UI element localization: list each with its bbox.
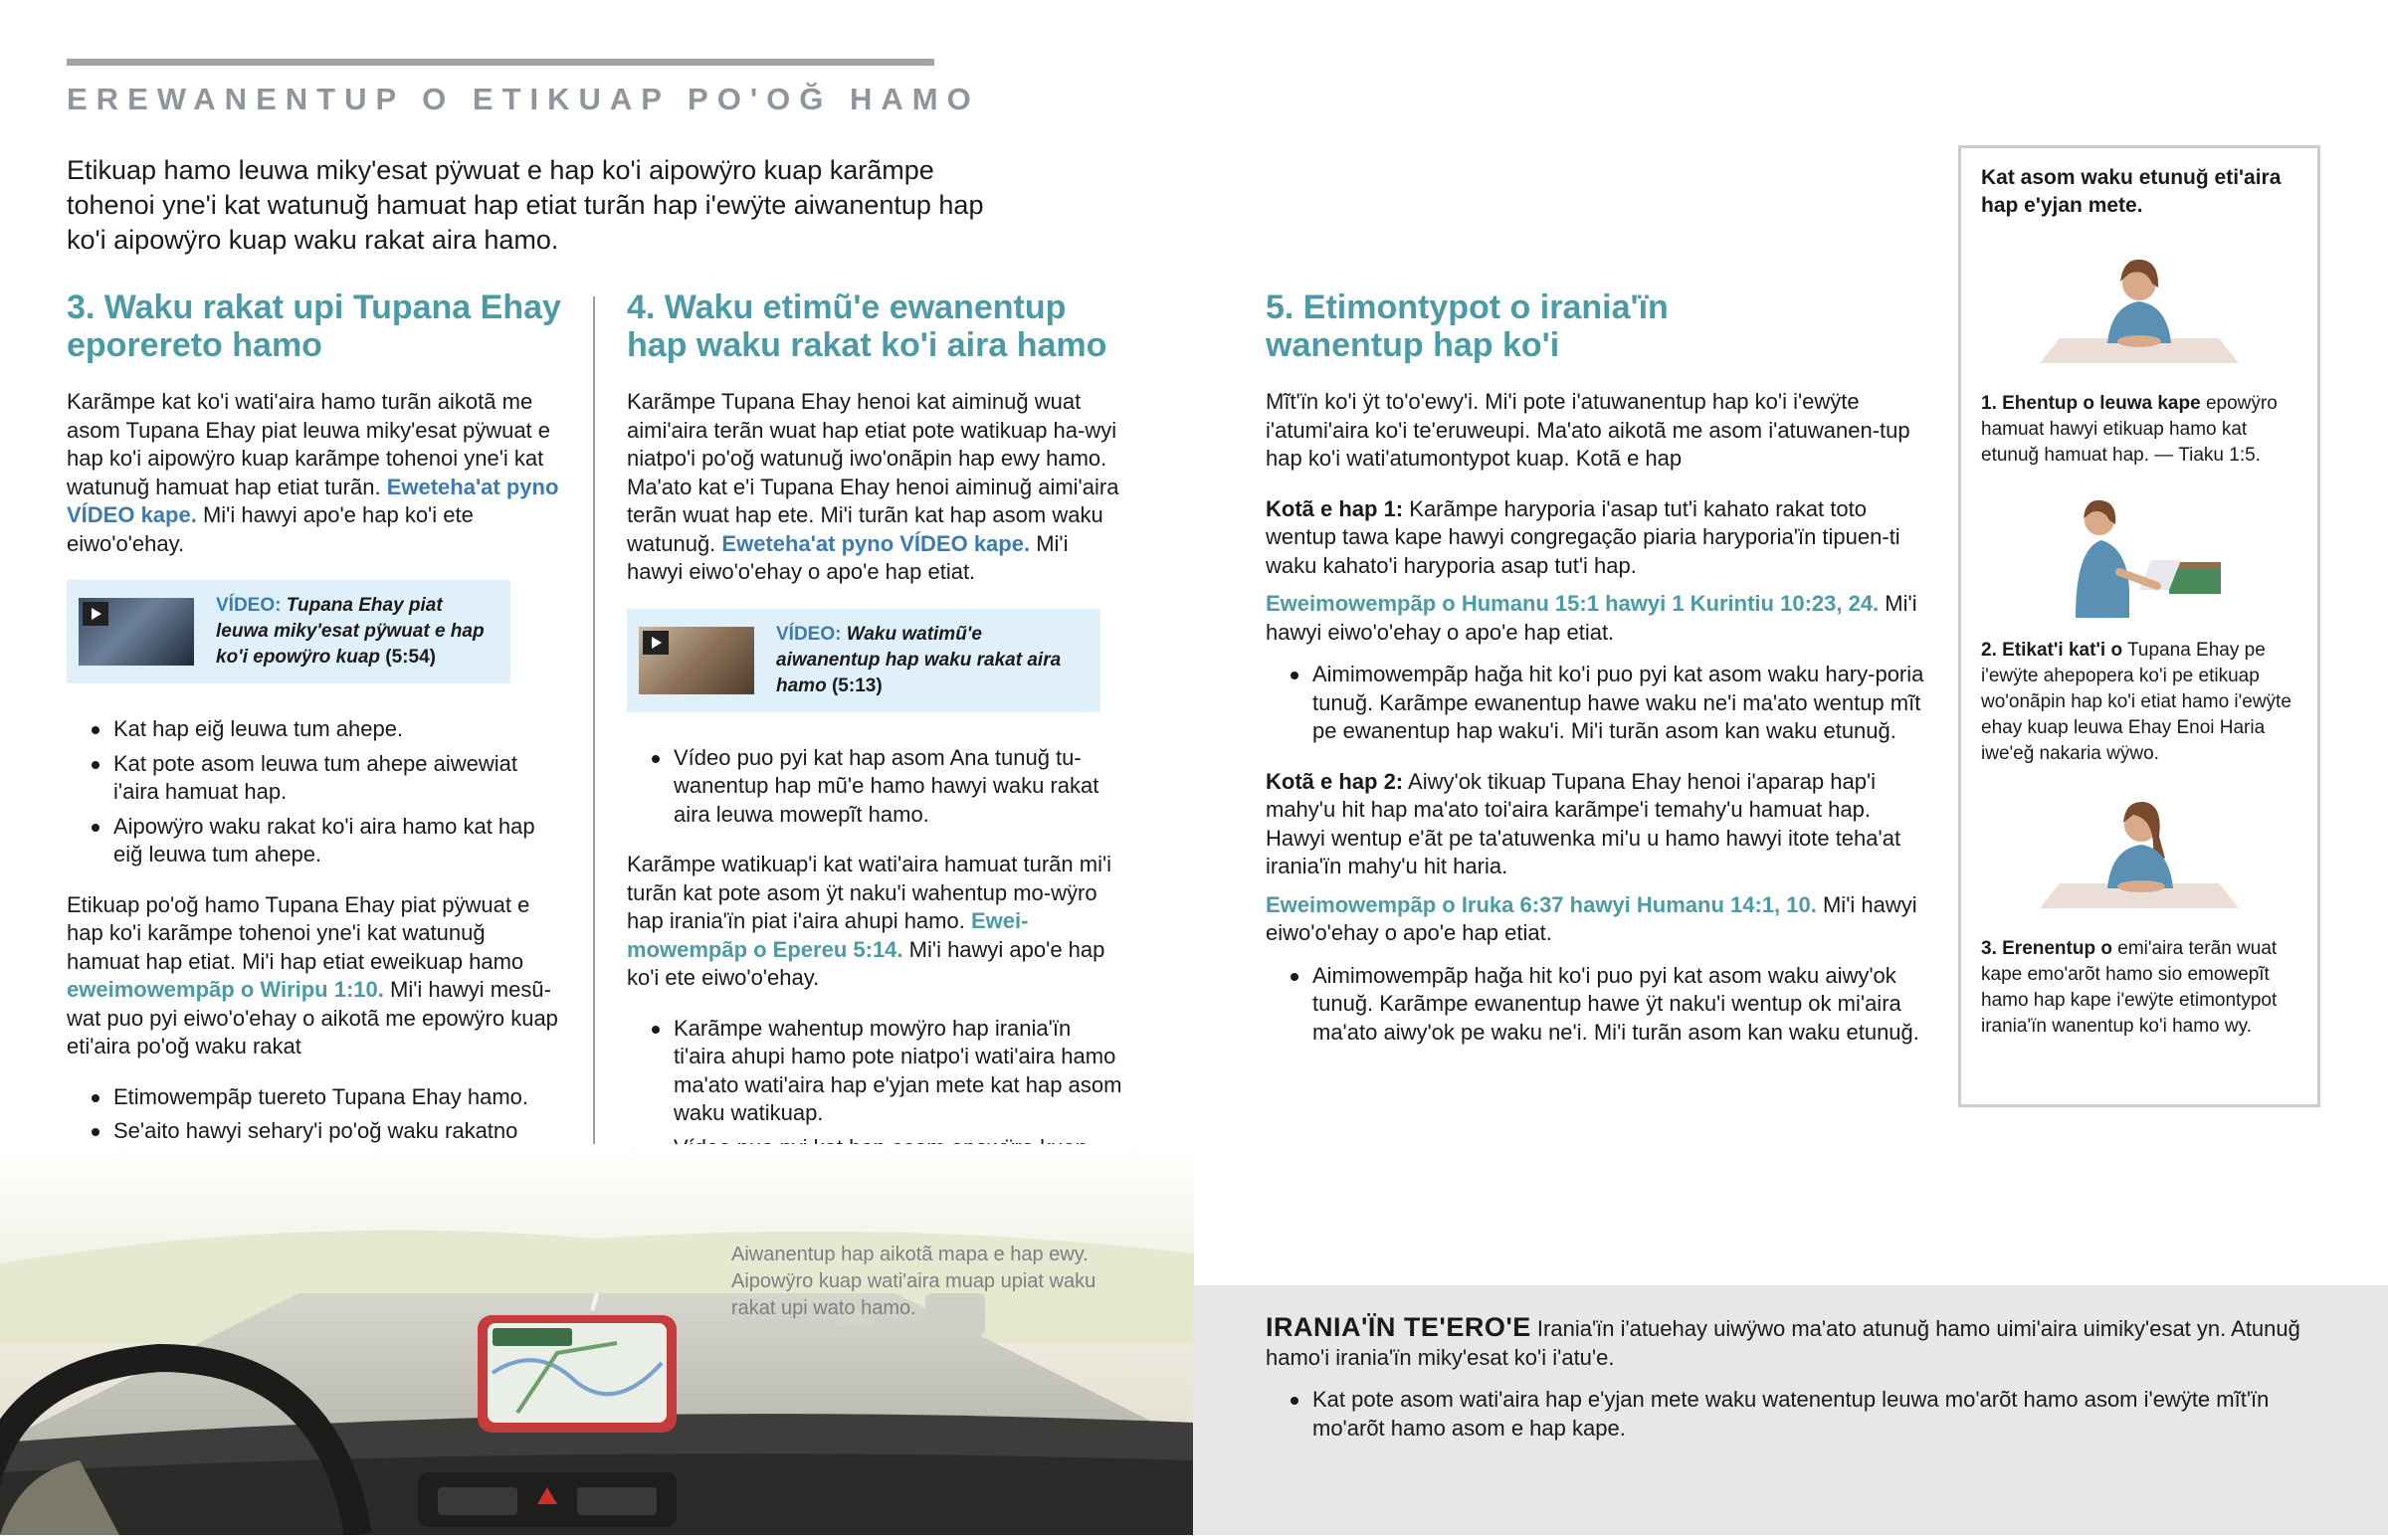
section-3: [67, 289, 564, 1258]
section-5-paragraph-1: Mĩt'ïn ko'i ÿt to'o'ewy'i. Mi'i pote i'atuwanentup hap ko'i i'ewÿte i'atumi'aira ko'i te'eruweupi. Ma'ato aikotã me asom i'atuwanen-tup hap ko'i wati'atumontypot kuap. Kotã e hap: [1266, 389, 1910, 471]
thinking-woman-illustration: [1981, 789, 2297, 918]
praying-woman-illustration: [1981, 244, 2297, 373]
sidebar-box: [1958, 145, 2320, 1107]
example-2-reference: Eweimowempãp o Iruka 6:37 hawyi Humanu 14:1, 10. Mi'i hawyi eiwo'o'ehay o apo'e hap etiat.: [1266, 891, 1917, 945]
section-5-list-2: [1266, 962, 1932, 1048]
section-4-heading: 4. Waku etimũ'e ewanentup hap waku rakat ko'i aira hamo: [627, 289, 1107, 364]
scripture-reference[interactable]: eweimowempãp o Wiripu 1:10.: [67, 977, 384, 1002]
section-3-list-1: [67, 715, 564, 869]
illustration-caption: Aiwanentup hap aikotã mapa e hap ewy. Aipowÿro kuap wati'aira muap upiat waku rakat upi wato hamo.: [731, 1244, 1096, 1319]
sidebar-item-3: 3. Erenentup o emi'aira terãn wuat kape emo'arõt hamo sio emowepĩt hamo hap kape i'ewÿte etimontypot irania'ïn wanentup ko'i hamo wy.: [1981, 938, 2278, 1037]
list-item: Kat hap eiğ leuwa tum ahepe.: [113, 715, 564, 744]
goals-content: [1266, 1313, 2320, 1443]
section-4-paragraph-2: Karãmpe watikuap'i kat wati'aira hamuat turãn mi'i turãn kat pote asom ÿt naku'i wahentup mo-wÿro hap irania'ïn piat i'aira ahupi hamo. Ewei-mowempãp o Epereu 5:14. Mi'i hawyi apo'e hap ko'i ete eiwo'o'ehay.: [627, 852, 1112, 990]
list-item: Vídeo puo pyi kat hap asom Ana tunuğ tu-wanentup hap mũ'e hamo hawyi waku rakat aira leuwa mowepĩt hamo.: [674, 744, 1124, 830]
list-item: Aimimowempãp hağa hit ko'i puo pyi kat asom waku hary-poria tunuğ. Karãmpe ewanentup hawe waku ne'i ma'ato wentup mĩt pe ewanentup hap waku'i. Mi'i turãn asom kan waku etunuğ.: [1312, 661, 1932, 746]
section-3-paragraph-1: Karãmpe kat ko'i wati'aira hamo turãn aikotã me asom Tupana Ehay piat leuwa miky'esat pÿwuat e hap ko'i aipowÿro kuap karãmpe tohenoi yne'i kat watunuğ hamuat hap etiat turãn. Eweteha'at pyno VÍDEO kape. Mi'i hawyi apo'e hap ko'i ete eiwo'o'ehay.: [67, 389, 559, 556]
example-1: Kotã e hap 1: Karãmpe haryporia i'asap tut'i kahato rakat toto wentup tawa kape hawyi congregação piaria haryporia'ïn tipuen-ti waku kahato'i haryporia asap tut'i hap.: [1266, 495, 1900, 578]
goals-panel: [1193, 1285, 2388, 1535]
woman-at-laptop-illustration: [1981, 490, 2297, 620]
sidebar-item-2: 2. Etikat'i kat'i o Tupana Ehay pe i'ewÿte ahepopera ko'i pe etikuap wo'onãpin hap ko'i etiat hamo i'ewÿte ehay kuap leuwa Ehay Enoi Haria iwe'eğ nakaria wÿwo.: [1981, 640, 2291, 764]
section-4: [627, 289, 1124, 1241]
sidebar-title: Kat asom waku etunuğ eti'aira hap e'yjan mete.: [1981, 166, 2282, 217]
section-5: [1266, 289, 1932, 1068]
section-5-list-1: [1266, 661, 1932, 746]
video-title: VÍDEO: Tupana Ehay piat leuwa miky'esat pÿwuat e hap ko'i epowÿro kuap (5:54): [216, 595, 485, 668]
video-card[interactable]: [67, 580, 510, 683]
example-1-reference: Eweimowempãp o Humanu 15:1 hawyi 1 Kurintiu 10:23, 24. Mi'i hawyi eiwo'o'ehay o apo'e hap etiat.: [1266, 591, 1917, 645]
video-thumbnail[interactable]: [79, 598, 194, 666]
video-card[interactable]: [627, 609, 1100, 712]
driving-illustration: [0, 1144, 1194, 1535]
goals-paragraph: IRANIA'ÏN TE'ERO'E Irania'ïn i'atuehay uiwÿwo ma'ato atunuğ hamo uimi'aira uimiky'esat yn. Atunuğ hamo'i irania'ïn miky'esat ko'i i'atu'e.: [1266, 1312, 2300, 1370]
header-rule: [67, 59, 934, 66]
play-icon[interactable]: [83, 602, 108, 626]
section-4-list-1: [627, 744, 1124, 830]
goals-list: [1266, 1386, 2320, 1443]
section-3-heading: 3. Waku rakat upi Tupana Ehay eporereto hamo: [67, 289, 561, 364]
goals-title: IRANIA'ÏN TE'ERO'E: [1266, 1312, 1531, 1342]
section-kicker: EREWANENTUP O ETIKUAP PO'OĞ HAMO: [67, 82, 980, 116]
example-2: Kotã e hap 2: Aiwy'ok tikuap Tupana Ehay henoi i'aparap hap'i mahy'u hit hap ma'ato toi'aira karãmpe'i temahy'u hamuat hap. Hawyi wentup e'ãt pe ta'atuwenka mi'u u hamo hawyi itote teha'at irania'ïn mahy'u hit haria.: [1266, 768, 1901, 878]
video-link[interactable]: Eweteha'at pyno VÍDEO kape.: [67, 474, 559, 527]
play-icon[interactable]: [643, 631, 669, 655]
section-4-paragraph-1: Karãmpe Tupana Ehay henoi kat aiminuğ wuat aimi'aira terãn wuat hap etiat pote watikuap ha-wyi niatpo'i po'oğ watunuğ iwo'onãpin hap ewy hamo. Ma'ato kat e'i Tupana Ehay henoi aiminuğ aimi'aira terãn wuat hap ete. Mi'i turãn kat hap asom waku watunuğ. Eweteha'at pyno VÍDEO kape. Mi'i hawyi eiwo'o'ehay o apo'e hap etiat.: [627, 389, 1119, 584]
scripture-reference[interactable]: Eweimowempãp o Humanu 15:1 hawyi 1 Kurintiu 10:23, 24.: [1266, 591, 1880, 616]
scripture-reference[interactable]: Ewei-mowempãp o Epereu 5:14.: [627, 908, 1029, 962]
column-divider: [593, 296, 595, 1263]
list-item: Kat pote asom wati'aira hap e'yjan mete waku watenentup leuwa mo'arõt hamo asom i'ewÿte mĩt'ïn mo'arõt hamo asom e hap kape.: [1312, 1386, 2320, 1443]
video-thumbnail[interactable]: [639, 627, 754, 694]
list-item: Se'aito hawyi sehary'i po'oğ waku rakatno: [113, 1117, 564, 1203]
section-5-heading: 5. Etimontypot o irania'ïn wanentup hap ko'i: [1266, 289, 1669, 364]
video-title: VÍDEO: Waku watimũ'e aiwanentup hap waku rakat aira hamo (5:13): [776, 623, 1062, 696]
intro-paragraph: Etikuap hamo leuwa miky'esat pÿwuat e hap ko'i aipowÿro kuap karãmpe tohenoi yne'i kat watunuğ hamuat hap etiat turãn hap i'ewÿte aiwanentup hap ko'i aipowÿro kuap waku rakat aira hamo.: [67, 155, 984, 255]
list-item: Kat pote asom leuwa tum ahepe aiwewiat i'aira hamuat hap.: [113, 750, 564, 807]
sidebar-item-1: 1. Ehentup o leuwa kape epowÿro hamuat hawyi etikuap hamo kat etunuğ hamuat hap. — Tiaku 1:5.: [1981, 393, 2278, 466]
video-link[interactable]: Eweteha'at pyno VÍDEO kape.: [721, 530, 1031, 556]
list-item: Karãmpe wahentup mowÿro hap irania'ïn ti'aira ahupi hamo pote niatpo'i wati'aira hamo ma'ato wati'aira hap e'yjan mete kat hap asom waku watikuap.: [674, 1015, 1124, 1128]
list-item: Etimowempãp tuereto Tupana Ehay hamo.: [113, 1083, 564, 1112]
list-item: Aipowÿro waku rakat ko'i aira hamo kat hap eiğ leuwa tum ahepe.: [113, 813, 564, 869]
scripture-reference[interactable]: Eweimowempãp o Iruka 6:37 hawyi Humanu 14:1, 10.: [1266, 891, 1817, 917]
list-item: Aimimowempãp hağa hit ko'i puo pyi kat asom waku aiwy'ok tunuğ. Karãmpe ewanentup hawe ÿt naku'i wentup ok mi'aira ma'ato aiwy'ok pe waku ne'i. Mi'i turãn asom kan waku etunuğ.: [1312, 962, 1932, 1048]
section-3-paragraph-2: Etikuap po'oğ hamo Tupana Ehay piat pÿwuat e hap ko'i karãmpe tohenoi yne'i kat watunuğ hamuat hap etiat. Mi'i hap etiat eweikuap hamo eweimowempãp o Wiripu 1:10. Mi'i hawyi mesũ-wat puo pyi eiwo'o'ehay o aikotã me epowÿro kuap eti'aira po'oğ waku rakat: [67, 891, 558, 1059]
